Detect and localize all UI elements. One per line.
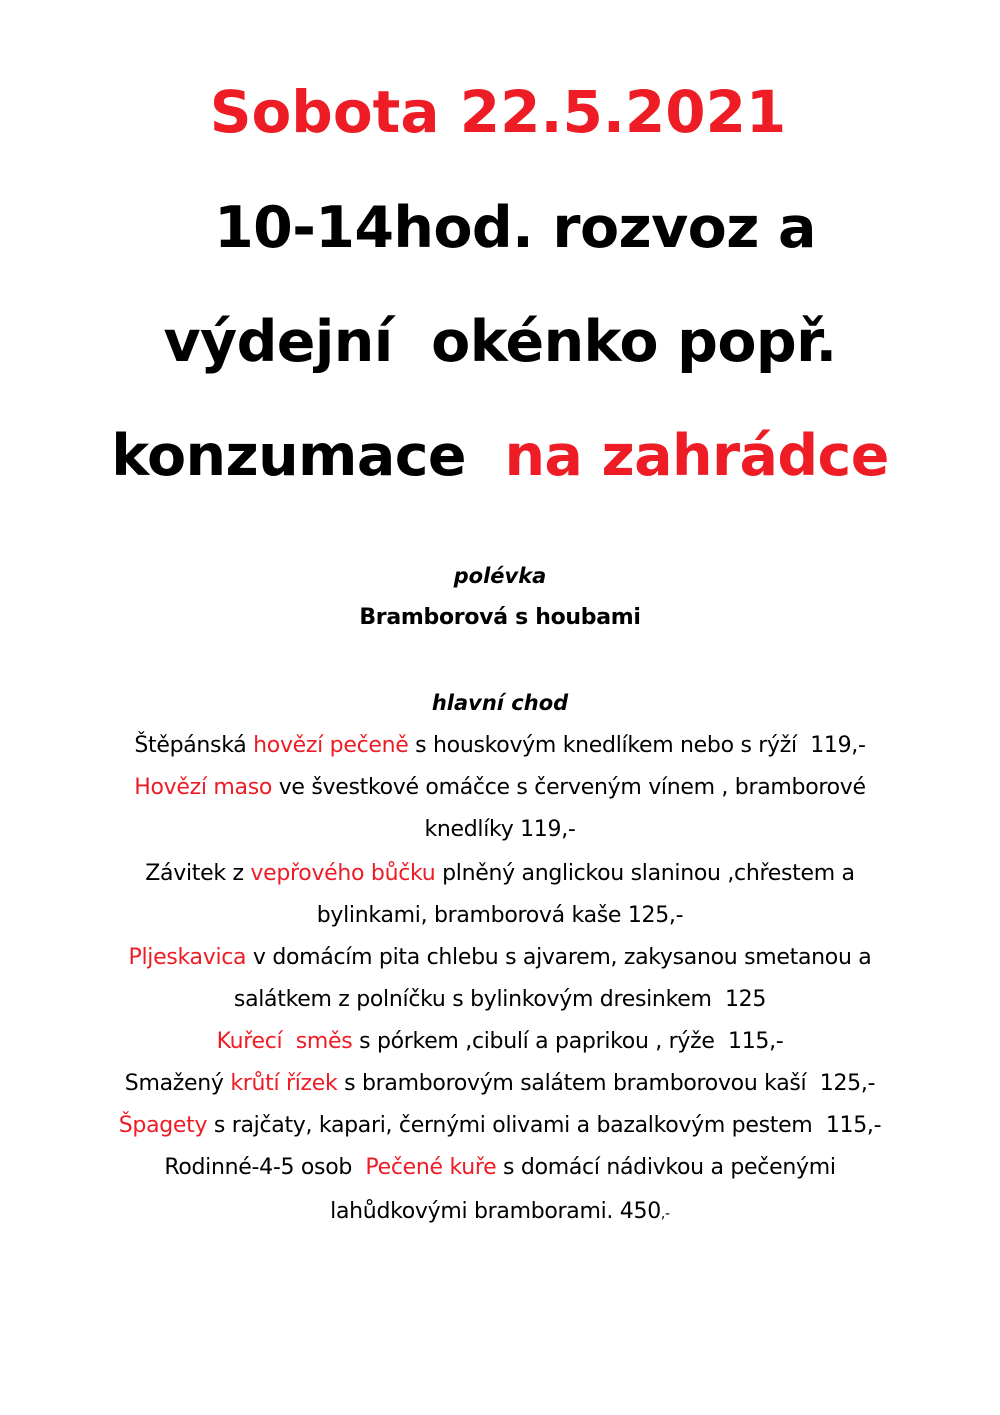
- menu-line-text: salátkem z polníčku s bylinkovým dresinkem 125: [233, 987, 767, 1012]
- menu-line-text: Závitek z: [145, 861, 251, 886]
- menu-line-highlight: hovězí pečeně: [253, 733, 409, 758]
- menu-line-text: s houskovým knedlíkem nebo s rýží 119,-: [408, 733, 866, 758]
- menu-line: [0, 1067, 1000, 1101]
- headline-hours: 10-14hod. rozvoz a: [214, 195, 816, 261]
- menu-line-text: s bramborovým salátem bramborovou kaší 125,-: [337, 1071, 876, 1096]
- menu-line-text: Rodinné-4-5 osob: [164, 1155, 366, 1180]
- menu-line: [0, 1109, 1000, 1143]
- menu-line: [0, 983, 1000, 1017]
- menu-line-text: lahůdkovými bramborami. 450: [330, 1199, 661, 1224]
- headline-garden-highlight: na zahrádce: [504, 423, 889, 489]
- headline-consumption: konzumace: [111, 423, 505, 489]
- menu-line: [0, 941, 1000, 975]
- soup-section-title: polévka: [453, 564, 547, 588]
- menu-line-text: bylinkami, bramborová kaše 125,-: [316, 903, 684, 928]
- menu-line: [0, 1025, 1000, 1059]
- menu-line: [0, 899, 1000, 933]
- menu-line: [0, 1151, 1000, 1185]
- menu-line-highlight: Pečené kuře: [365, 1155, 497, 1180]
- menu-line-text: s pórkem ,cibulí a paprikou , rýže 115,-: [352, 1029, 784, 1054]
- menu-date: Sobota 22.5.2021: [209, 78, 787, 146]
- headline-pickup-window: výdejní okénko popř.: [163, 309, 837, 375]
- menu-line: [0, 771, 1000, 805]
- menu-line: [0, 729, 1000, 763]
- menu-line-highlight: Hovězí maso: [134, 775, 273, 800]
- menu-line-text: s rajčaty, kapari, černými olivami a bazalkovým pestem 115,-: [207, 1113, 882, 1138]
- menu-line-highlight: Pljeskavica: [128, 945, 247, 970]
- menu-line: [0, 857, 1000, 891]
- menu-line-highlight: Kuřecí směs: [216, 1029, 353, 1054]
- menu-line-text: Smažený: [124, 1071, 231, 1096]
- price-dash: ,-: [660, 1206, 670, 1222]
- menu-line-text: Štěpánská: [134, 733, 254, 758]
- menu-line-text: ve švestkové omáčce s červeným vínem , bramborové: [272, 775, 866, 800]
- menu-line-highlight: Špagety: [118, 1113, 208, 1138]
- main-course-section-title: hlavní chod: [431, 691, 569, 715]
- menu-line-text: plněný anglickou slaninou ,chřestem a: [435, 861, 855, 886]
- menu-line-highlight: krůtí řízek: [230, 1071, 338, 1096]
- menu-line: [0, 1195, 1000, 1231]
- soup-item: Bramborová s houbami: [359, 605, 641, 630]
- menu-line-highlight: vepřového bůčku: [250, 861, 436, 886]
- menu-line-text: knedlíky 119,-: [424, 817, 576, 842]
- headline-garden: [0, 416, 1000, 496]
- menu-line: [0, 813, 1000, 847]
- menu-line-text: v domácím pita chlebu s ajvarem, zakysanou smetanou a: [246, 945, 872, 970]
- menu-line-text: s domácí nádivkou a pečenými: [496, 1155, 836, 1180]
